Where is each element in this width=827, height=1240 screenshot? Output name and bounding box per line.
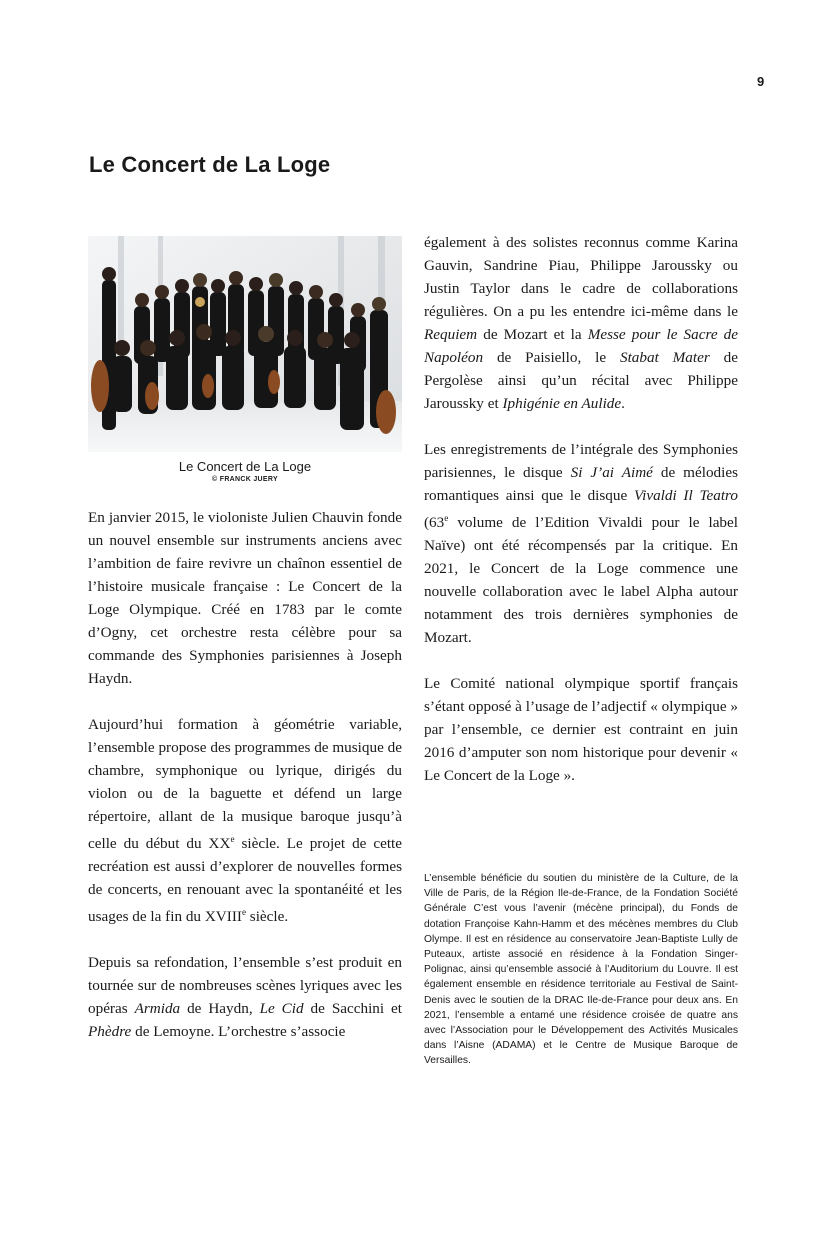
text-run: de Mozart et la — [477, 326, 588, 343]
left-column — [88, 506, 402, 1066]
superscript: e — [241, 907, 246, 918]
text-run: Aujourd’hui formation à géométrie variable, l’ensemble propose des programmes de musique de chambre, symphonique ou lyrique, dirigés du violon ou de la baguette et défend un large répertoire, allant de la musique baroque jusqu’à celle du début du XX — [88, 716, 402, 853]
text-run: de Lemoyne. L’orchestre s’associe — [131, 1023, 346, 1041]
paragraph-touring — [88, 951, 402, 1043]
text-run: Depuis sa refondation, l’ensemble s’est produit en tournée sur de nombreuses scènes lyriques avec les opéras — [88, 954, 402, 1018]
text-run: de mélodies romantiques ainsi que le disque — [424, 464, 738, 504]
photo-caption-title: Le Concert de La Loge — [178, 459, 312, 474]
right-column — [424, 231, 738, 810]
superscript: e — [444, 513, 449, 523]
text-run: de Sacchini et — [303, 1000, 403, 1018]
support-note: L’ensemble bénéficie du soutien du ministère de la Culture, de la Ville de Paris, de la Région Ile-de-France, de la Fondation Société Générale C’est vous l’avenir (mécène principal), du Fonds de dotation Françoise Kahn-Hamm et des mécènes membres du Club Olympe. Il est en résidence au conservatoire Jean-Baptiste Lully de Puteaux, artiste associé en résidence à la Fondation Singer-Polignac, ainsi qu’ensemble associé à l’Auditorium du Louvre. Il est également ensemble en résidence territoriale au Festival de Saint-Denis avec le soutien de la DRAC Ile-de-France pour deux ans. En 2021, l’ensemble a entamé une résidence croisée de quatre ans avec l’Association pour le Développement des Activités Musicales dans l’Aisne (ADAMA) et le Centre de Musique Baroque de Versailles. — [424, 873, 738, 1067]
paragraph-founding — [88, 506, 402, 690]
text-run: (63 — [424, 514, 445, 532]
italic-title: Messe pour le Sacre de Napoléon — [424, 326, 738, 366]
ensemble-photo-image — [88, 236, 402, 452]
text-run: Le Comité national olympique sportif français s’étant opposé à l’usage de l’adjectif « olympique » par l’ensemble, ce dernier est contraint en juin 2016 d’amputer son nom historique pour devenir « Le Concert de la Loge ». — [424, 675, 738, 785]
text-run: de Paisiello, le — [483, 349, 620, 366]
paragraph-today — [88, 713, 402, 928]
superscript: e — [230, 834, 235, 844]
text-run: siècle. Le projet de cette recréation est aussi d’explorer de nouvelles formes de concerts, en renouant avec la spontanéité et les usages de la fin du XVIII — [88, 835, 403, 926]
text-run: siècle. — [245, 908, 289, 926]
photo-caption — [88, 459, 402, 485]
text-run: volume de l’Edition Vivaldi pour le label Naïve) ont été récompensés par la critique. En 2021, le Concert de la Loge commence une nouvelle collaboration avec le label Alpha autour notamment des trois dernières symphonies de Mozart. — [424, 514, 738, 647]
italic-title: Armida — [134, 1000, 181, 1018]
text-run: Les enregistrements de l’intégrale des Symphonies parisiennes, le disque — [424, 441, 738, 481]
text-run: également à des solistes reconnus comme Karina Gauvin, Sandrine Piau, Philippe Jaroussky ou Justin Taylor dans le cadre de collaborations régulières. On a pu les entendre ici-même dans le — [424, 234, 738, 320]
text-run: . — [621, 395, 625, 412]
paragraph-soloists — [424, 231, 738, 415]
text-run: de Pergolèse ainsi qu’un récital avec Philippe Jaroussky et — [424, 349, 738, 412]
text-run: En janvier 2015, le violoniste Julien Chauvin fonde un nouvel ensemble sur instruments anciens avec l’ambition de faire revivre un chaînon essentiel de l’histoire musicale française : Le Concert de la Loge Olympique. Créé en 1783 par le comte d’Ogny, cet orchestre resta célèbre pour sa commande des Symphonies parisiennes à Joseph Haydn. — [88, 509, 402, 687]
italic-title: Requiem — [424, 326, 478, 343]
italic-title: Le Cid — [259, 1000, 304, 1018]
page-number: 9 — [757, 74, 765, 89]
paragraph-name-change — [424, 672, 738, 787]
ensemble-photo — [88, 236, 402, 452]
photo-credit: © FRANCK JUERY — [212, 476, 278, 483]
page-title: Le Concert de La Loge — [89, 152, 331, 177]
italic-title: Si J’ai Aimé — [570, 464, 653, 481]
italic-title: Stabat Mater — [619, 349, 710, 366]
text-run: de Haydn, — [180, 1000, 260, 1018]
paragraph-recordings — [424, 438, 738, 649]
italic-title: Iphigénie en Aulide — [502, 395, 622, 412]
italic-title: Vivaldi Il Teatro — [633, 487, 738, 504]
italic-title: Phèdre — [88, 1023, 132, 1041]
